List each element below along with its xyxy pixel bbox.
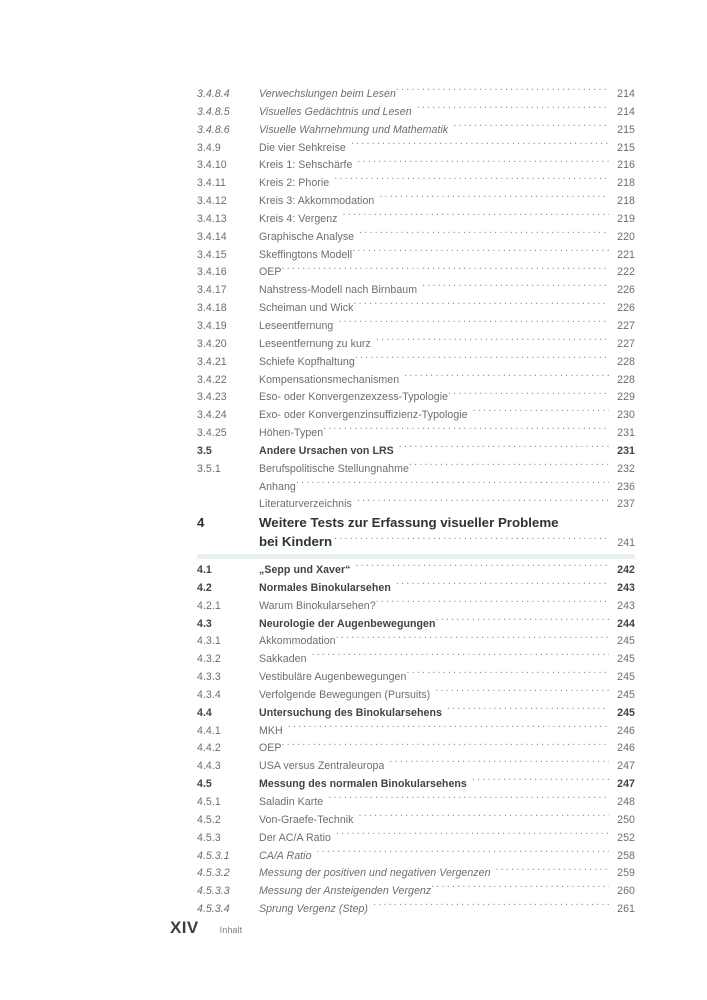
toc-entry-number: 3.4.9 [197, 141, 221, 154]
toc-entry-page-number: 242 [617, 564, 635, 576]
dot-leader [296, 479, 609, 490]
dot-leader [473, 408, 609, 419]
toc-entry-number: 4.5.2 [197, 813, 221, 826]
toc-entry-title: Nahstress-Modell nach Birnbaum [259, 284, 418, 297]
toc-entry[interactable] [197, 193, 635, 211]
dot-leader [396, 86, 609, 97]
toc-entry-title: Visuelles Gedächtnis und Lesen [259, 105, 412, 118]
toc-entry-number: 4.5.3.2 [197, 867, 230, 880]
toc-entry-number: 3.4.8.5 [197, 105, 230, 118]
toc-entry[interactable] [197, 443, 635, 461]
toc-entry-title: Visuelle Wahrnehmung und Mathematik [259, 123, 449, 136]
toc-entry-title: Literaturverzeichnis [259, 498, 352, 511]
toc-entry-page-number: 237 [617, 498, 635, 511]
toc-entry[interactable] [197, 758, 635, 776]
toc-entry-number: 3.4.25 [197, 427, 227, 440]
toc-entry[interactable] [197, 389, 635, 407]
toc-entry-number: 4.3.3 [197, 671, 221, 684]
toc-entry-page-number: 245 [617, 671, 635, 684]
chapter-title-line-2: bei Kindern [259, 534, 333, 549]
toc-entry-title: Kompensationsmechanismen [259, 373, 400, 386]
toc-entry-page-number: 218 [617, 177, 635, 190]
toc-entry-page-number: 245 [617, 706, 635, 719]
dot-leader [376, 598, 609, 609]
toc-entry-title: Sprung Vergenz (Step) [259, 903, 369, 916]
toc-entry-number: 4.3.1 [197, 635, 221, 648]
toc-entry-number: 4.5.1 [197, 795, 221, 808]
toc-entry-title: MKH [259, 724, 283, 737]
toc-entry[interactable] [197, 247, 635, 265]
toc-entry-title: Kreis 2: Phorie [259, 177, 330, 190]
toc-entry-number: 3.4.12 [197, 195, 227, 208]
dot-leader [376, 336, 609, 347]
toc-entry-number: 3.4.8.6 [197, 123, 230, 136]
dot-leader [351, 140, 609, 151]
toc-entry-number: 4.5.3.4 [197, 903, 230, 916]
toc-entry-number: 4.1 [197, 564, 212, 576]
toc-entry[interactable] [197, 354, 635, 372]
dot-leader [404, 372, 609, 383]
dot-leader [453, 122, 609, 133]
folio-number: XIV [170, 918, 199, 937]
toc-entry[interactable] [197, 461, 635, 479]
dot-leader [447, 705, 609, 716]
toc-entry[interactable] [197, 86, 635, 104]
toc-entry-title: CA/A Ratio [259, 849, 312, 862]
toc-entry-page-number: 226 [617, 302, 635, 315]
dot-leader [396, 580, 609, 591]
toc-entry-page-number: 247 [617, 778, 635, 791]
toc-entry-title: Andere Ursachen von LRS [259, 444, 394, 457]
dot-leader [399, 443, 609, 454]
toc-entry-page-number: 247 [617, 760, 635, 773]
toc-entry-number: 3.4.24 [197, 409, 227, 422]
toc-entry-title: Kreis 4: Vergenz [259, 212, 338, 225]
chapter-number: 4 [197, 515, 205, 530]
dot-leader [352, 247, 609, 258]
toc-entry-title: OEP [259, 266, 282, 279]
toc-entry-title: Untersuchung des Binokularsehens [259, 706, 442, 719]
chapter-title-line-1: Weitere Tests zur Erfassung visueller Probleme [259, 515, 559, 530]
toc-entry[interactable] [197, 479, 635, 497]
footer-section-label: Inhalt [219, 925, 243, 935]
toc-entry-page-number: 261 [617, 903, 635, 916]
toc-section-chapter-4 [197, 513, 635, 919]
toc-entry-title: Berufspolitische Stellungnahme [259, 462, 409, 475]
toc-entry-number: 4.2.1 [197, 599, 221, 612]
toc-entry-page-number: 214 [617, 105, 635, 118]
toc-entry-page-number: 228 [617, 355, 635, 368]
toc-entry-title: OEP [259, 742, 282, 755]
toc-entry-title: Vestibuläre Augenbewegungen [259, 671, 407, 684]
toc-entry-number: 3.5.1 [197, 462, 221, 475]
toc-entry-number: 3.4.15 [197, 248, 227, 261]
toc-entry-number: 4.2 [197, 581, 212, 594]
toc-entry-title: Der AC/A Ratio [259, 831, 331, 844]
toc-section-chapter-3 [197, 86, 635, 514]
toc-entry-page-number: 245 [617, 635, 635, 648]
toc-entry-number: 3.4.16 [197, 266, 227, 279]
toc-entry-title: Leseentfernung zu kurz [259, 337, 371, 350]
toc-entry-title: Skeffingtons Modell [259, 248, 353, 261]
toc-entry-number: 3.4.8.4 [197, 88, 230, 100]
dot-leader [355, 562, 609, 573]
toc-entry-title: Normales Binokularsehen [259, 581, 391, 594]
toc-entry[interactable] [197, 723, 635, 741]
toc-entry[interactable] [197, 229, 635, 247]
toc-entry-page-number: 246 [617, 724, 635, 737]
toc-entry-number: 3.4.21 [197, 355, 227, 368]
toc-entry-number: 3.4.20 [197, 337, 227, 350]
dot-leader [436, 616, 609, 627]
dot-leader [355, 354, 609, 365]
toc-entry[interactable] [197, 562, 635, 580]
dot-leader [323, 425, 609, 436]
toc-entry-number: 3.4.13 [197, 212, 227, 225]
dot-leader [336, 634, 609, 645]
toc-entry-page-number: 218 [617, 195, 635, 208]
toc-entry-page-number: 227 [617, 337, 635, 350]
toc-entry-title: Messung des normalen Binokularsehens [259, 778, 467, 791]
toc-entry-title: Saladin Karte [259, 795, 324, 808]
toc-entry-number: 4.3.4 [197, 688, 221, 701]
toc-entry[interactable] [197, 687, 635, 705]
toc-entry-title: Akkommodation [259, 635, 336, 648]
toc-entry-title: Graphische Analyse [259, 230, 355, 243]
dot-leader [312, 652, 609, 663]
toc-entry[interactable] [197, 336, 635, 354]
page-footer [170, 918, 242, 938]
toc-entry-title: „Sepp und Xaver“ [259, 564, 351, 576]
toc-entry-number: 3.4.18 [197, 302, 227, 315]
toc-entry-page-number: 227 [617, 319, 635, 332]
toc-entry[interactable] [197, 407, 635, 425]
toc-entry-page-number: 231 [617, 427, 635, 440]
dot-leader [282, 265, 609, 276]
toc-entry[interactable] [197, 264, 635, 282]
dot-leader [357, 497, 609, 508]
dot-leader [357, 158, 609, 169]
toc-entry[interactable] [197, 425, 635, 443]
dot-leader [359, 812, 609, 823]
toc-entry-page-number: 215 [617, 123, 635, 136]
toc-entry-page-number: 215 [617, 141, 635, 154]
dot-leader [282, 741, 609, 752]
toc-entry[interactable] [197, 157, 635, 175]
toc-entry[interactable] [197, 812, 635, 830]
toc-entry-number: 3.4.23 [197, 391, 227, 404]
dot-leader [338, 318, 609, 329]
dot-leader [431, 884, 609, 895]
toc-entry[interactable] [197, 211, 635, 229]
toc-entry-title: Verwechslungen beim Lesen [259, 88, 396, 100]
dot-leader [343, 211, 609, 222]
dot-leader [422, 283, 609, 294]
toc-entry-number: 4.3.2 [197, 653, 221, 666]
toc-entry-page-number: 232 [617, 462, 635, 475]
toc-entry-number: 3.4.22 [197, 373, 227, 386]
toc-entry-page-number: 245 [617, 653, 635, 666]
toc-entry-number: 4.4.2 [197, 742, 221, 755]
toc-entry[interactable] [197, 616, 635, 634]
toc-entry[interactable] [197, 740, 635, 758]
dot-leader [334, 533, 609, 546]
dot-leader [334, 176, 609, 187]
toc-entry-page-number: 219 [617, 212, 635, 225]
toc-entry-page-number: 220 [617, 230, 635, 243]
toc-entry-title: Warum Binokularsehen? [259, 599, 376, 612]
toc-entry-title: Verfolgende Bewegungen (Pursuits) [259, 688, 431, 701]
toc-entry-page-number: 245 [617, 688, 635, 701]
dot-leader [336, 830, 609, 841]
toc-entry[interactable] [197, 140, 635, 158]
toc-entry[interactable] [197, 318, 635, 336]
toc-entry-page-number: 243 [617, 581, 635, 594]
toc-entry-page-number: 236 [617, 480, 635, 493]
toc-entry-title: Exo- oder Konvergenzinsuffizienz-Typologie [259, 409, 468, 422]
toc-entry[interactable] [197, 580, 635, 598]
toc-entry-page-number: 230 [617, 409, 635, 422]
toc-entry-page-number: 244 [617, 617, 635, 630]
toc-entry[interactable] [197, 598, 635, 616]
toc-entry-page-number: 252 [617, 831, 635, 844]
toc-entry-title: Anhang [259, 480, 296, 493]
toc-entry-number: 4.5.3.3 [197, 885, 230, 898]
toc-entry[interactable] [197, 496, 635, 514]
toc-entry-page-number: 226 [617, 284, 635, 297]
toc-entry-number: 3.4.14 [197, 230, 227, 243]
dot-leader [373, 901, 609, 912]
toc-entry-title: Eso- oder Konvergenzexzess-Typologie [259, 391, 449, 404]
toc-entry-page-number: 250 [617, 813, 635, 826]
toc-entry-title: Messung der Ansteigenden Vergenz [259, 885, 432, 898]
toc-entry-number: 4.5.3 [197, 831, 221, 844]
dot-leader [288, 723, 609, 734]
toc-entry-number: 3.4.17 [197, 284, 227, 297]
dot-leader [406, 669, 609, 680]
toc-entry-page-number: 258 [617, 849, 635, 862]
toc-entry[interactable] [197, 865, 635, 883]
dot-leader [328, 794, 609, 805]
toc-entry-title: Kreis 1: Sehschärfe [259, 159, 353, 172]
toc-entry[interactable] [197, 794, 635, 812]
toc-entry-page-number: 229 [617, 391, 635, 404]
toc-entry-title: Scheiman und Wick [259, 302, 354, 315]
toc-entry-page-number: 259 [617, 867, 635, 880]
toc-entry-number: 4.4.3 [197, 760, 221, 773]
dot-leader [496, 866, 609, 877]
toc-entry-title: Von-Graefe-Technik [259, 813, 354, 826]
chapter-page-number: 241 [617, 537, 635, 549]
toc-entry-title: Höhen-Typen [259, 427, 324, 440]
toc-entry[interactable] [197, 776, 635, 794]
toc-entry-title: Neurologie der Augenbewegungen [259, 617, 436, 630]
toc-entry[interactable] [197, 104, 635, 122]
toc-entry-page-number: 214 [617, 88, 635, 100]
toc-entry-number: 3.5 [197, 444, 212, 457]
dot-leader [353, 301, 609, 312]
toc-entry-page-number: 222 [617, 266, 635, 279]
toc-entry-page-number: 228 [617, 373, 635, 386]
toc-entry-title: Kreis 3: Akkommodation [259, 195, 375, 208]
dot-leader [472, 777, 609, 788]
toc-entry-page-number: 216 [617, 159, 635, 172]
toc-entry-page-number: 246 [617, 742, 635, 755]
toc-entry-number: 3.4.19 [197, 319, 227, 332]
toc-entry-page-number: 260 [617, 885, 635, 898]
toc-entry-number: 3.4.10 [197, 159, 227, 172]
toc-entry-title: USA versus Zentraleuropa [259, 760, 385, 773]
toc-entry[interactable] [197, 633, 635, 651]
toc-entry-title: Messung der positiven und negativen Vergenzen [259, 867, 491, 880]
toc-entry[interactable] [197, 883, 635, 901]
toc-entry-number: 4.3 [197, 617, 212, 630]
dot-leader [409, 461, 609, 472]
toc-entry[interactable] [197, 830, 635, 848]
toc-entry-page-number: 231 [617, 444, 635, 457]
toc-entry[interactable] [197, 122, 635, 140]
toc-entry-number: 3.4.11 [197, 177, 226, 190]
toc-entry-title: Die vier Sehkreise [259, 141, 346, 154]
toc-entry-page-number: 243 [617, 599, 635, 612]
toc-entry-title: Schiefe Kopfhaltung [259, 355, 355, 368]
toc-entry[interactable] [197, 669, 635, 687]
toc-entry[interactable] [197, 848, 635, 866]
toc-entry-title: Sakkaden [259, 653, 307, 666]
toc-entry[interactable] [197, 300, 635, 318]
toc-entry[interactable] [197, 705, 635, 723]
chapter-heading[interactable] [197, 513, 635, 553]
toc-entry-page-number: 221 [617, 248, 635, 261]
toc-entry[interactable] [197, 901, 635, 919]
dot-leader [359, 229, 609, 240]
dot-leader [389, 759, 609, 770]
toc-entry-number: 4.4.1 [197, 724, 221, 737]
toc-entry-number: 4.5.3.1 [197, 849, 230, 862]
dot-leader [435, 687, 609, 698]
toc-entry-number: 4.4 [197, 706, 212, 719]
toc-entry-title: Leseentfernung [259, 319, 334, 332]
toc-entry[interactable] [197, 282, 635, 300]
toc-entry[interactable] [197, 651, 635, 669]
dot-leader [417, 104, 609, 115]
toc-entry-page-number: 248 [617, 795, 635, 808]
dot-leader [379, 193, 609, 204]
dot-leader [317, 848, 609, 859]
toc-entry[interactable] [197, 372, 635, 390]
toc-entry[interactable] [197, 175, 635, 193]
toc-entry-number: 4.5 [197, 778, 212, 791]
dot-leader [448, 390, 609, 401]
chapter-heading-rule [197, 554, 635, 559]
